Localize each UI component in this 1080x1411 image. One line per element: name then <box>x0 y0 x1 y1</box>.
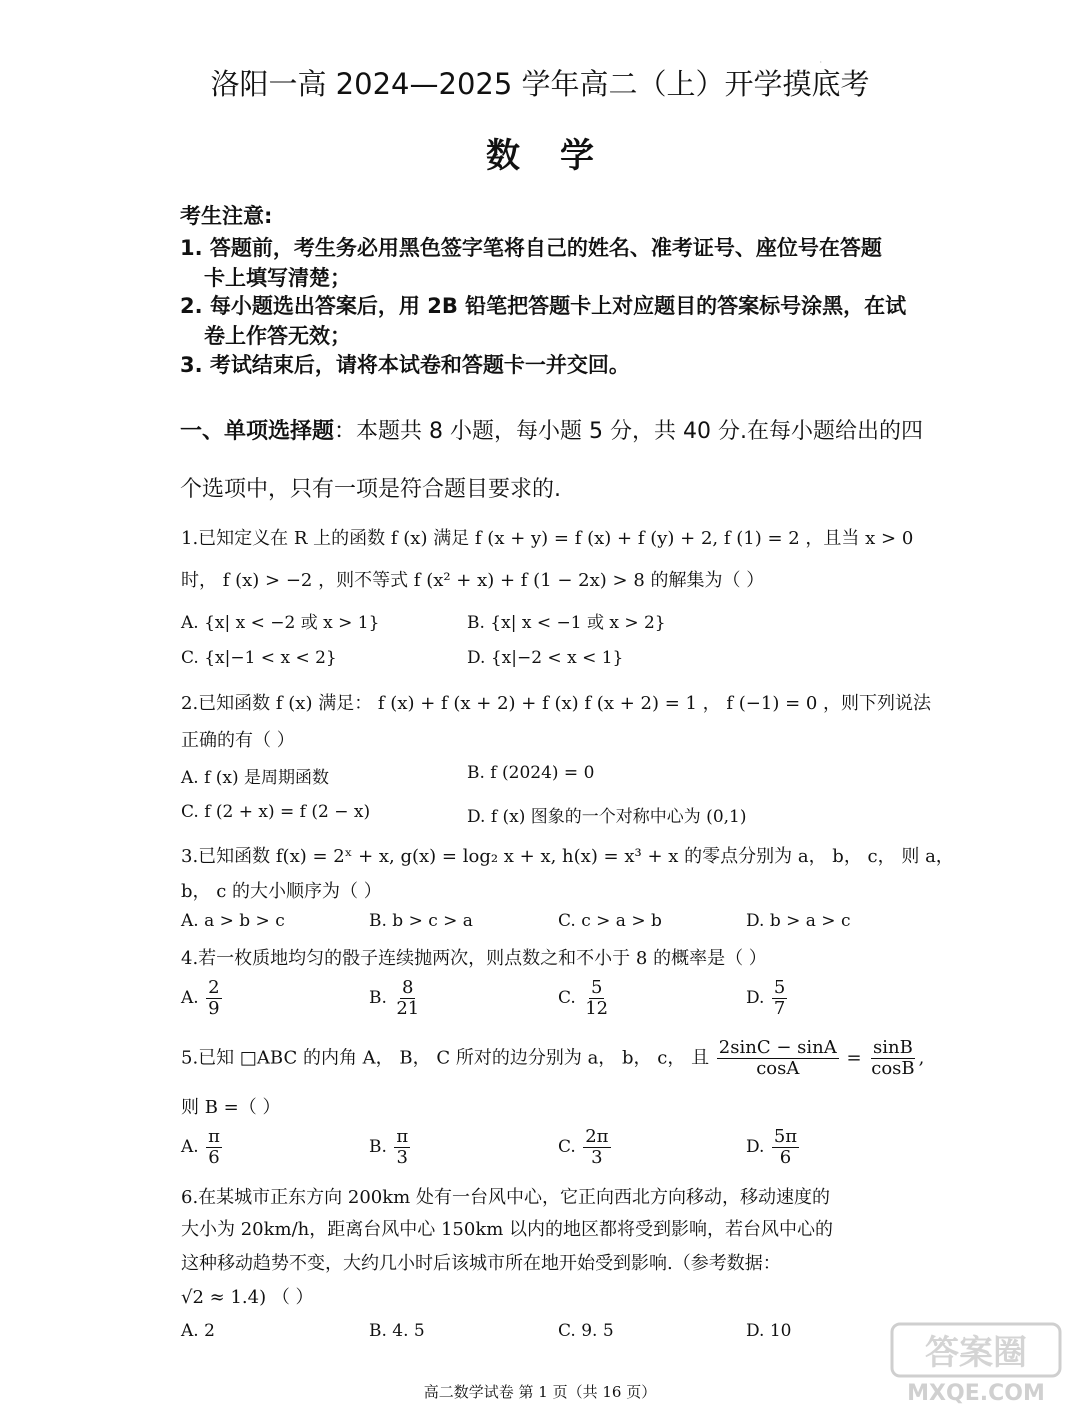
q6-option-d: D. 10 <box>746 1321 792 1341</box>
q5-option-d-label: D. <box>746 1136 765 1157</box>
section-desc-2: 个选项中，只有一项是符合题目要求的. <box>180 477 561 502</box>
q4-option-a-fraction: $\frac{2}{9}$ <box>208 977 220 1019</box>
q5-option-c <box>558 1127 613 1168</box>
q5-formula-left: $\frac{2\sin C - \sin A}{\cos A}$ <box>718 1037 837 1079</box>
q4-option-d <box>746 978 789 1019</box>
q1-option-a: A. {x| x < −2 或 x > 1} <box>181 613 380 633</box>
q4-option-d-fraction: $\frac{5}{7}$ <box>773 977 786 1019</box>
q6-option-a: A. 2 <box>181 1321 215 1341</box>
q2-option-a: A. f (x) 是周期函数 <box>181 768 330 788</box>
q3-option-c: C. c > a > b <box>558 911 662 931</box>
q6-line1: 6.在某城市正东方向 200km 处有一台风中心，它正向西北方向移动，移动速度的 <box>181 1187 830 1208</box>
q2-option-d: D. f (x) 图象的一个对称中心为 (0,1) <box>467 807 747 827</box>
q1-line1: 1.已知定义在 R 上的函数 f (x) 满足 f (x + y) = f (x) + f (y) + 2, f (1) = 2 ，且当 x > 0 <box>181 528 914 549</box>
q5-option-b-fraction: $\frac{\pi}{3}$ <box>396 1126 409 1168</box>
q4-option-d-label: D. <box>746 987 765 1008</box>
q1-option-c: C. {x|−1 < x < 2} <box>181 648 337 668</box>
q3-option-b: B. b > c > a <box>369 911 473 931</box>
q4-option-b <box>369 978 423 1019</box>
q4-option-b-fraction: $\frac{8}{21}$ <box>396 977 420 1019</box>
q5-option-a-fraction: $\frac{\pi}{6}$ <box>208 1126 220 1168</box>
q3-option-d: D. b > a > c <box>746 911 851 931</box>
q5-line1: 5.已知 □ABC 的内角 A， B， C 所对的边分别为 a， b， c， 且 $\frac{2\sin C - \sin A}{\cos A}$ = $\frac{\sin B}{\cos B}$ , <box>181 1037 925 1079</box>
notice-heading: 考生注意: <box>180 204 273 228</box>
q5-text: 5.已知 □ABC 的内角 A， B， C 所对的边分别为 a， b， c， 且 <box>181 1047 710 1069</box>
section-label: 一、单项选择题 <box>180 419 335 444</box>
q4-option-a-label: A. <box>181 987 199 1008</box>
q6-option-b: B. 4. 5 <box>369 1321 425 1341</box>
notice-item-1-cont: 卡上填写清楚； <box>204 266 351 290</box>
q1-option-d: D. {x|−2 < x < 1} <box>467 648 624 668</box>
q2-line2: 正确的有（ ） <box>181 730 295 751</box>
watermark-top: 答案圈 <box>925 1333 1027 1373</box>
section-desc-1: ：本题共 8 小题，每小题 5 分，共 40 分.在每小题给出的四 <box>334 419 923 444</box>
q5-option-b-label: B. <box>369 1136 387 1157</box>
notice-item-2: 2. 每小题选出答案后，用 2B 铅笔把答题卡上对应题目的答案标号涂黑，在试 <box>180 294 907 318</box>
q2-line1: 2.已知函数 f (x) 满足： f (x) + f (x + 2) + f (x) f (x + 2) = 1 ， f (−1) = 0 ，则下列说法 <box>181 693 932 714</box>
q4-line1: 4.若一枚质地均匀的骰子连续抛两次，则点数之和不小于 8 的概率是（ ） <box>181 948 767 969</box>
q5-option-c-fraction: $\frac{2\pi}{3}$ <box>585 1126 609 1168</box>
q4-option-c-fraction: $\frac{5}{12}$ <box>585 977 609 1019</box>
exam-title: 洛阳一高 2024—2025 学年高二（上）开学摸底考 <box>210 67 870 101</box>
section-heading <box>180 414 923 445</box>
q2-option-b: B. f (2024) = 0 <box>467 763 595 783</box>
q5-option-c-label: C. <box>558 1136 576 1157</box>
q6-line3: 这种移动趋势不变，大约几小时后该城市所在地开始受到影响.（参考数据： <box>181 1253 781 1274</box>
notice-item-2-cont: 卷上作答无效； <box>204 324 351 348</box>
q5-option-a <box>181 1127 224 1168</box>
q4-option-c <box>558 978 612 1019</box>
q3-option-a: A. a > b > c <box>181 911 285 931</box>
q1-line2: 时， f (x) > −2 ，则不等式 f (x² + x) + f (1 − 2x) > 8 的解集为（ ） <box>181 570 765 591</box>
watermark-logo <box>890 1322 1062 1406</box>
q4-option-b-label: B. <box>369 987 387 1008</box>
q5-option-b <box>369 1127 412 1168</box>
notice-item-1: 1. 答题前，考生务必用黑色签字笔将自己的姓名、准考证号、座位号在答题 <box>180 236 882 260</box>
q6-line2: 大小为 20km/h，距离台风中心 150km 以内的地区都将受到影响，若台风中心的 <box>181 1219 834 1240</box>
q5-option-d-fraction: $\frac{5\pi}{6}$ <box>773 1126 798 1168</box>
subject-title: 数学 <box>486 136 634 176</box>
q5-line2: 则 B =（ ） <box>181 1097 281 1118</box>
q4-option-c-label: C. <box>558 987 576 1008</box>
notice-item-3: 3. 考试结束后，请将本试卷和答题卡一并交回。 <box>180 353 630 377</box>
q3-line2: b， c 的大小顺序为（ ） <box>181 881 382 902</box>
q6-line4: √2 ≈ 1.4) （ ） <box>181 1287 314 1308</box>
corner-mark: · <box>819 58 822 67</box>
q5-option-a-label: A. <box>181 1136 199 1157</box>
q2-option-c: C. f (2 + x) = f (2 − x) <box>181 802 371 822</box>
q5-option-d <box>746 1127 801 1168</box>
q5-formula-right: $\frac{\sin B}{\cos B}$ <box>871 1037 915 1079</box>
q3-line1: 3.已知函数 f(x) = 2ˣ + x, g(x) = log₂ x + x, h(x) = x³ + x 的零点分别为 a， b， c， 则 a， <box>181 846 954 867</box>
watermark-bottom: MXQE.COM <box>907 1381 1045 1406</box>
q1-option-b: B. {x| x < −1 或 x > 2} <box>467 613 666 633</box>
q6-option-c: C. 9. 5 <box>558 1321 614 1341</box>
q4-option-a <box>181 978 224 1019</box>
page-footer: 高二数学试卷 第 1 页（共 16 页） <box>423 1383 657 1401</box>
